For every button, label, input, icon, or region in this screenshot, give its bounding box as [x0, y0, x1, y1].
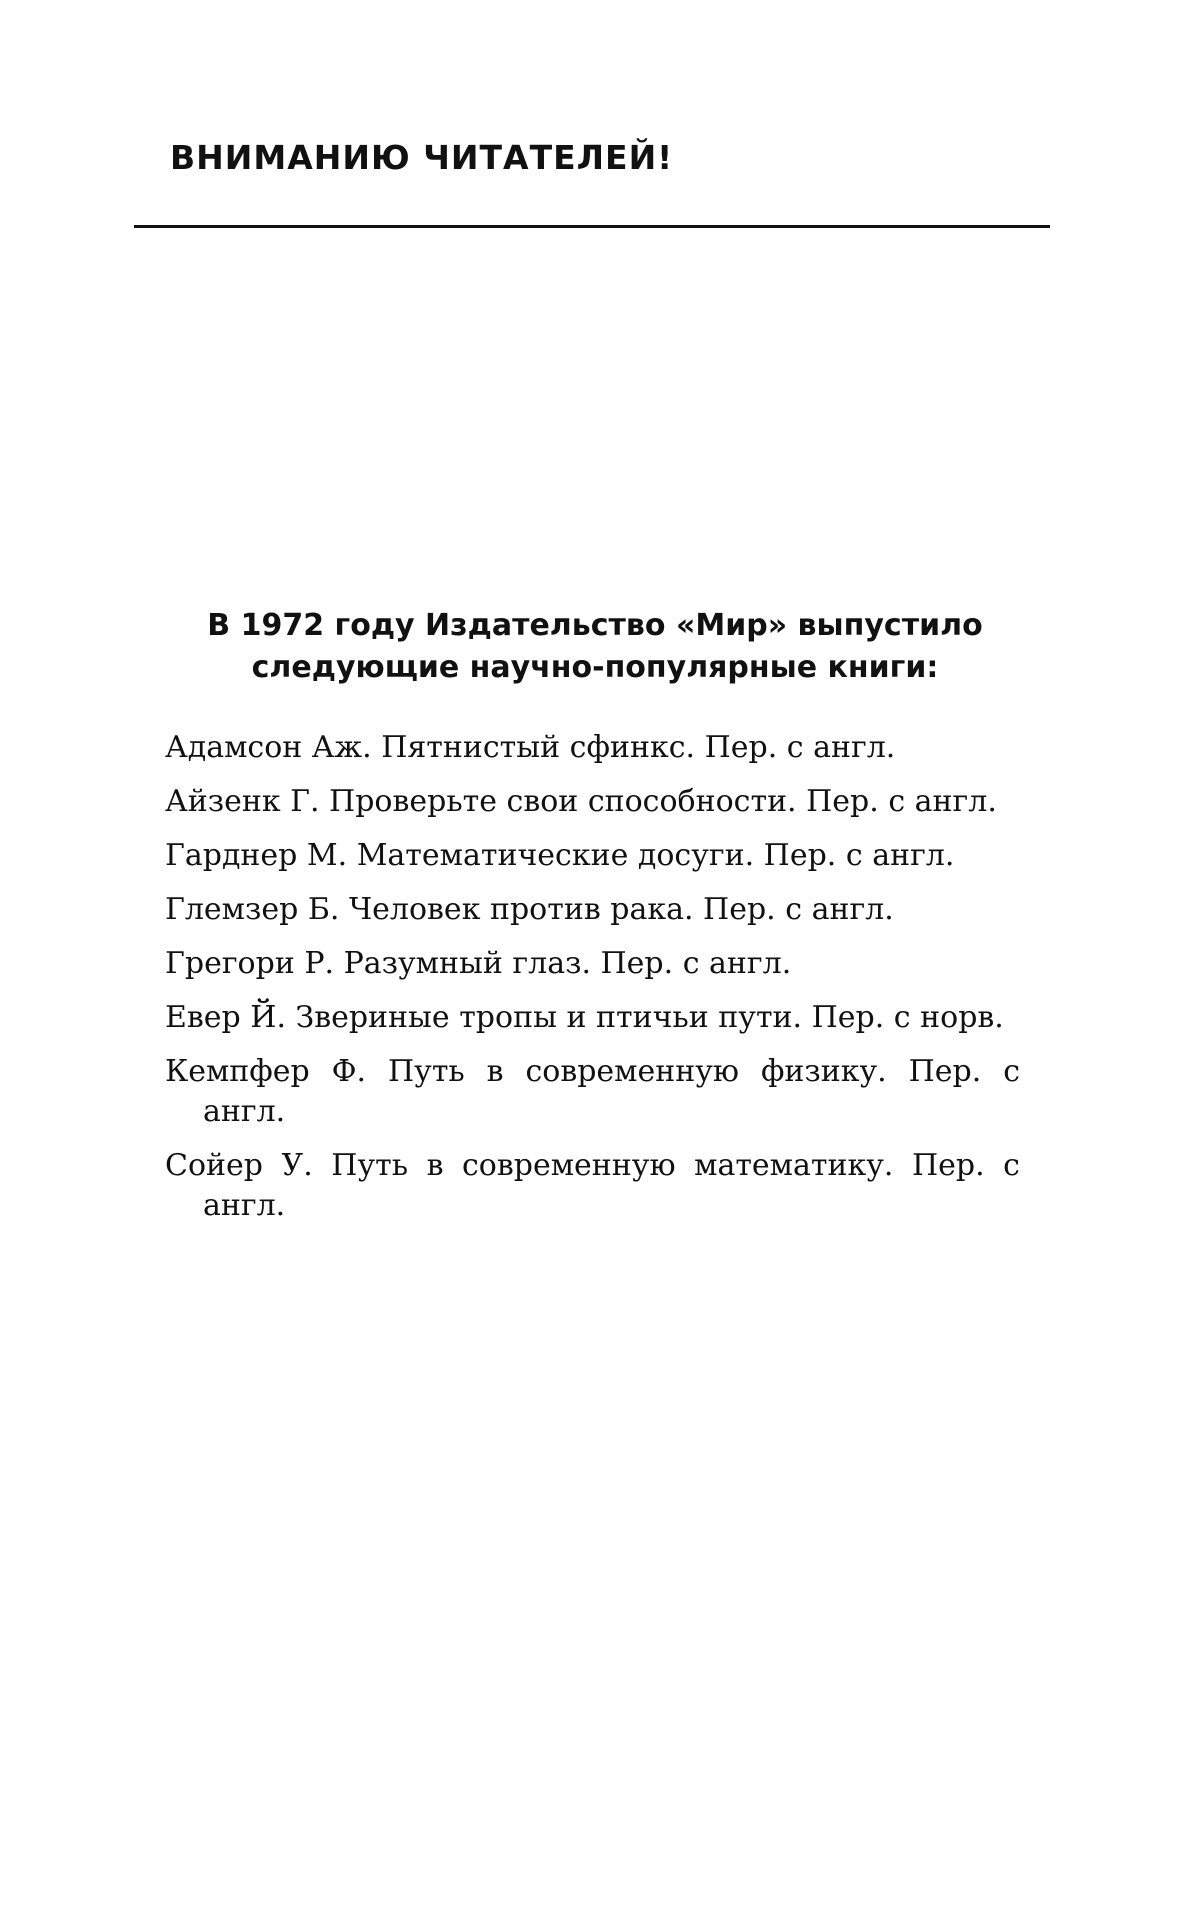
book-item: Сойер У. Путь в современную математику. Пер. с англ.: [165, 1148, 1020, 1223]
book-item: Евер Й. Звериные тропы и птичьи пути. Пер. с норв.: [165, 1000, 1004, 1035]
book-list: [165, 728, 1020, 1240]
page-title: ВНИМАНИЮ ЧИТАТЕЛЕЙ!: [170, 138, 674, 177]
header-rule: [134, 225, 1050, 228]
book-item: Адамсон Аж. Пятнистый сфинкс. Пер. с англ.: [165, 730, 896, 765]
book-item: Глемзер Б. Человек против рака. Пер. с англ.: [165, 892, 894, 927]
book-item: Айзенк Г. Проверьте свои способности. Пер. с англ.: [165, 784, 997, 819]
book-item: Кемпфер Ф. Путь в современную физику. Пер. с англ.: [165, 1054, 1020, 1129]
intro-line-2: следующие научно-популярные книги:: [251, 650, 939, 685]
book-item: Грегори Р. Разумный глаз. Пер. с англ.: [165, 946, 792, 981]
book-item: Гарднер М. Математические досуги. Пер. с англ.: [165, 838, 955, 873]
intro-text: [150, 605, 1040, 689]
intro-line-1: В 1972 году Издательство «Мир» выпустило: [207, 608, 983, 643]
